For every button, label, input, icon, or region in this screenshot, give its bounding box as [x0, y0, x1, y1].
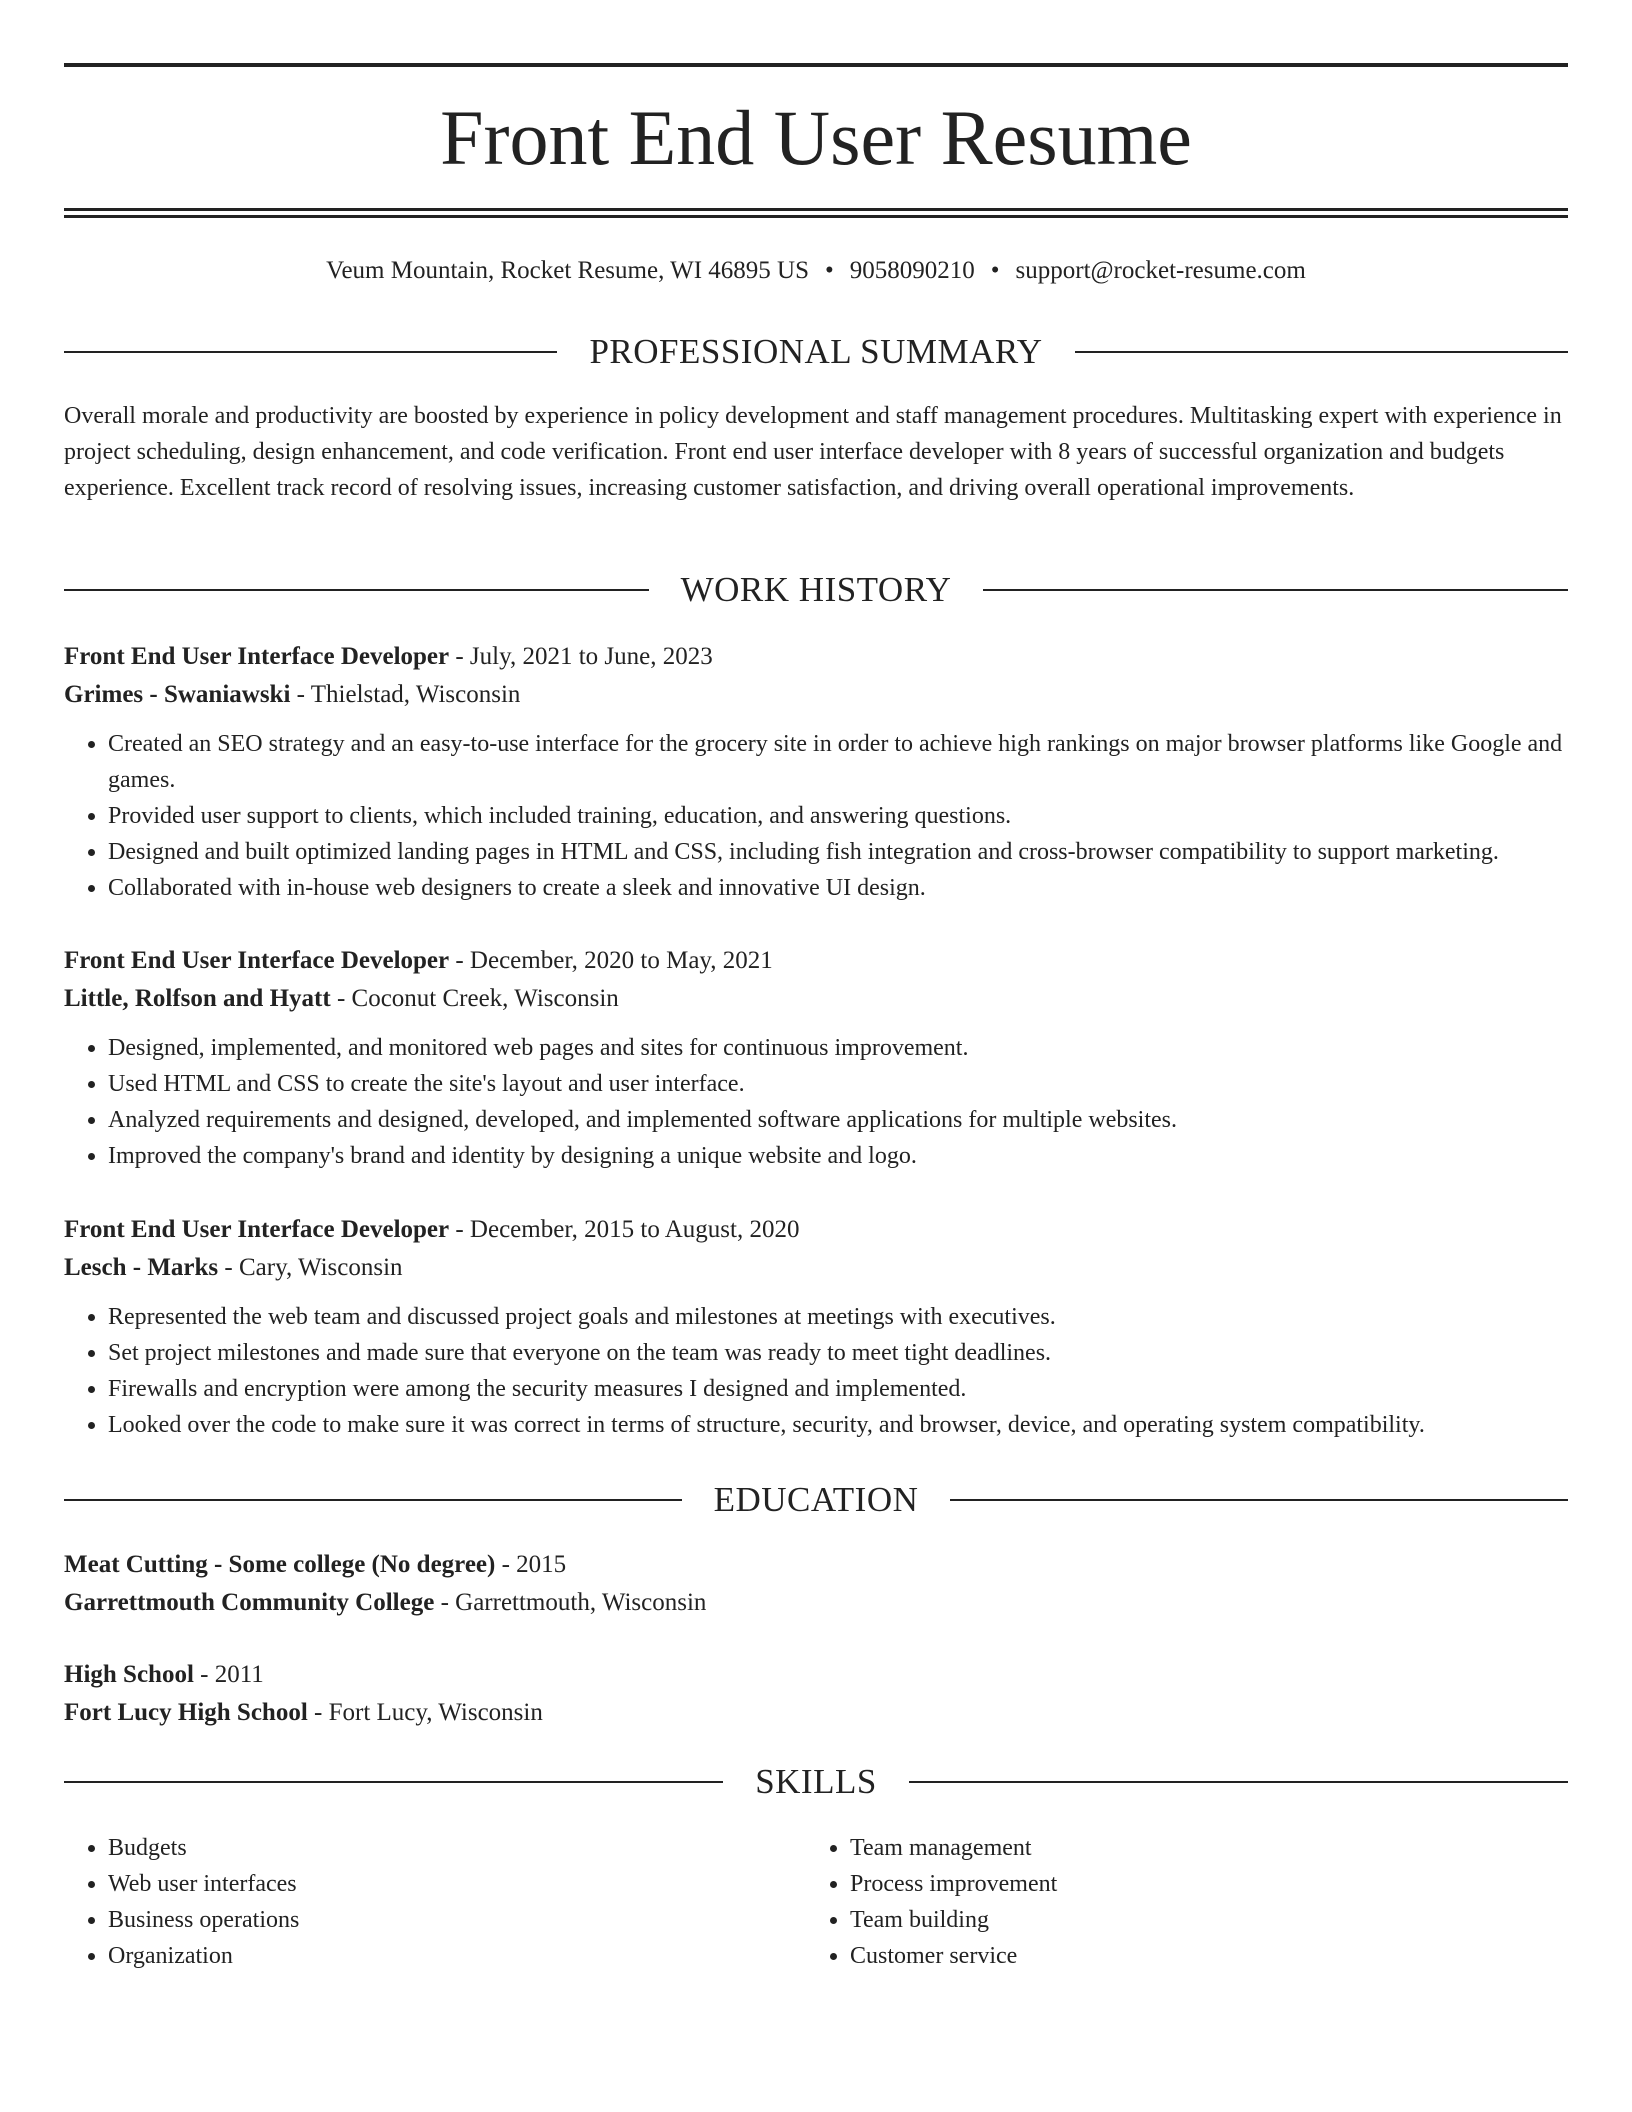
education-entry	[64, 1656, 1568, 1732]
job-bullet: • Provided user support to clients, which included training, education, and answering questions.	[108, 798, 1568, 834]
skill-item: • Team building	[850, 1902, 1506, 1938]
job-bullet: • Created an SEO strategy and an easy-to-use interface for the grocery site in order to achieve high rankings on major browser platforms like Google and games.	[108, 726, 1568, 798]
section-rule	[1075, 351, 1568, 353]
section-title-skills: SKILLS	[755, 1762, 877, 1801]
title-rule-lower	[64, 215, 1568, 218]
skills-column-left	[64, 1830, 764, 1974]
education-degree: High School	[64, 1661, 194, 1688]
section-rule	[909, 1781, 1568, 1783]
job-bullet: • Set project milestones and made sure that everyone on the team was ready to meet tight deadlines.	[108, 1335, 1568, 1371]
skill-item: • Process improvement	[850, 1866, 1506, 1902]
job-dates: - December, 2020 to May, 2021	[449, 947, 773, 974]
job-bullet: • Represented the web team and discussed project goals and milestones at meetings with executives.	[108, 1299, 1568, 1335]
job-entry	[64, 942, 1568, 1174]
job-bullet: • Used HTML and CSS to create the site's layout and user interface.	[108, 1066, 1568, 1102]
section-rule	[950, 1499, 1568, 1501]
job-dates: - December, 2015 to August, 2020	[449, 1216, 800, 1243]
section-title-education: EDUCATION	[713, 1480, 919, 1519]
top-rule	[64, 63, 1568, 67]
section-header-work	[64, 568, 1568, 612]
job-company: Grimes - Swaniawski	[64, 681, 291, 708]
job-bullet: • Collaborated with in-house web designers to create a sleek and innovative UI design.	[108, 870, 1568, 906]
section-title-summary: PROFESSIONAL SUMMARY	[589, 332, 1043, 371]
job-title: Front End User Interface Developer	[64, 643, 450, 670]
education-school-line	[64, 1584, 1568, 1622]
contact-phone: 9058090210	[849, 257, 975, 284]
contact-separator: •	[825, 257, 834, 284]
title-rule-upper	[64, 208, 1568, 211]
job-bullet: • Analyzed requirements and designed, developed, and implemented software applications for multiple websites.	[108, 1102, 1568, 1138]
contact-separator: •	[990, 257, 1000, 284]
education-school: Garrettmouth Community College	[64, 1589, 435, 1616]
contact-email: support@rocket-resume.com	[1015, 257, 1306, 284]
job-title-line	[64, 942, 1568, 980]
skills-column-right	[806, 1830, 1506, 1974]
job-title: Front End User Interface Developer	[64, 947, 450, 974]
resume-title: Front End User Resume	[440, 94, 1192, 181]
job-bullets	[64, 1030, 1568, 1174]
section-rule	[64, 351, 557, 353]
section-header-skills	[64, 1760, 1568, 1804]
section-rule	[64, 1499, 682, 1501]
section-header-education	[64, 1478, 1568, 1522]
contact-line	[64, 253, 1568, 289]
education-year: - 2015	[495, 1551, 567, 1578]
education-location: - Fort Lucy, Wisconsin	[307, 1699, 543, 1726]
job-dates: - July, 2021 to June, 2023	[449, 643, 713, 670]
section-rule	[64, 589, 649, 591]
job-bullets	[64, 1299, 1568, 1443]
job-title-line	[64, 638, 1568, 676]
education-location: - Garrettmouth, Wisconsin	[434, 1589, 707, 1616]
skill-item: • Business operations	[108, 1902, 764, 1938]
job-location: - Cary, Wisconsin	[218, 1254, 403, 1281]
job-title: Front End User Interface Developer	[64, 1216, 450, 1243]
section-header-summary	[64, 330, 1568, 374]
section-rule	[983, 589, 1568, 591]
skill-item: • Team management	[850, 1830, 1506, 1866]
job-bullet: • Improved the company's brand and identity by designing a unique website and logo.	[108, 1138, 1568, 1174]
skills-list	[64, 1830, 764, 1974]
job-bullet: • Looked over the code to make sure it was correct in terms of structure, security, and browser, device, and operating system compatibility.	[108, 1407, 1568, 1443]
job-company-line	[64, 676, 1568, 714]
job-bullet: • Firewalls and encryption were among the security measures I designed and implemented.	[108, 1371, 1568, 1407]
education-entry	[64, 1546, 1568, 1622]
job-company: Little, Rolfson and Hyatt	[64, 985, 331, 1012]
section-title-work: WORK HISTORY	[680, 570, 952, 609]
education-degree-line	[64, 1656, 1568, 1694]
skills-list	[806, 1830, 1506, 1974]
education-school: Fort Lucy High School	[64, 1699, 308, 1726]
skill-item: • Customer service	[850, 1938, 1506, 1974]
summary-text: Overall morale and productivity are boosted by experience in policy development and staff management procedures. Multitasking expert with experience in project scheduling, design enhancement, and code verification. Front end user interface developer with 8 years of successful organization and budgets experience. Excellent track record of resolving issues, increasing customer satisfaction, and driving overall operational improvements.	[64, 403, 1562, 501]
education-degree: Meat Cutting - Some college (No degree)	[64, 1551, 496, 1578]
job-company-line	[64, 1249, 1568, 1287]
section-rule	[64, 1781, 723, 1783]
job-company-line	[64, 980, 1568, 1018]
skill-item: • Web user interfaces	[108, 1866, 764, 1902]
education-year: - 2011	[193, 1661, 264, 1688]
job-bullet: • Designed and built optimized landing pages in HTML and CSS, including fish integration and cross-browser compatibility to support marketing.	[108, 834, 1568, 870]
job-bullets	[64, 726, 1568, 906]
education-school-line	[64, 1694, 1568, 1732]
job-title-line	[64, 1211, 1568, 1249]
job-location: - Coconut Creek, Wisconsin	[330, 985, 619, 1012]
job-entry	[64, 1211, 1568, 1443]
education-degree-line	[64, 1546, 1568, 1584]
job-company: Lesch - Marks	[64, 1254, 219, 1281]
job-location: - Thielstad, Wisconsin	[290, 681, 521, 708]
contact-address: Veum Mountain, Rocket Resume, WI 46895 US	[326, 257, 809, 284]
job-bullet: • Designed, implemented, and monitored web pages and sites for continuous improvement.	[108, 1030, 1568, 1066]
job-entry	[64, 638, 1568, 906]
skill-item: • Budgets	[108, 1830, 764, 1866]
skill-item: • Organization	[108, 1938, 764, 1974]
